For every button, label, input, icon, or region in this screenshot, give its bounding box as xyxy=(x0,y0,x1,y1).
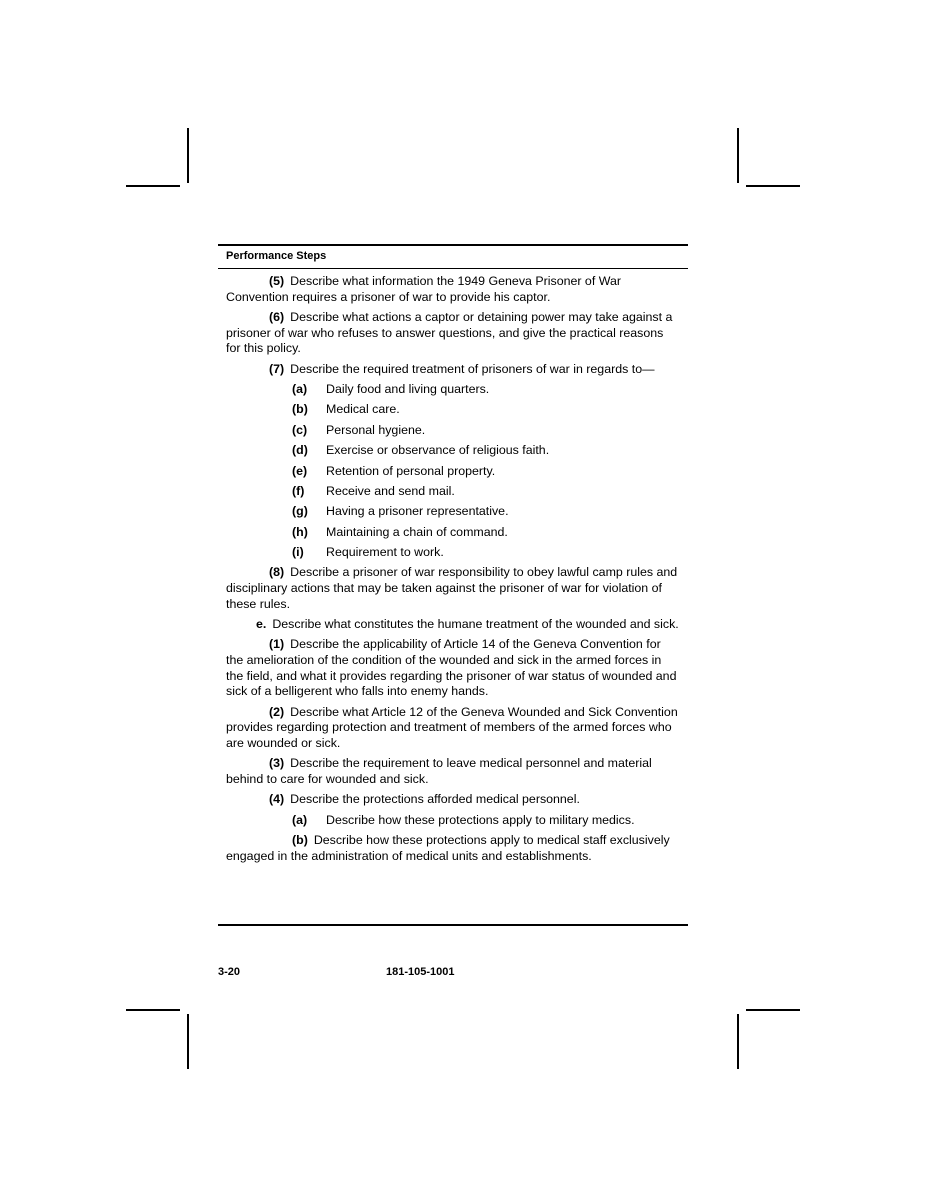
crop-mark-bottom-right-vertical xyxy=(737,1014,739,1069)
item-text: Daily food and living quarters. xyxy=(326,381,490,396)
step-paragraph xyxy=(226,362,681,378)
sub-item xyxy=(226,402,681,418)
item-text: Maintaining a chain of command. xyxy=(326,524,508,539)
item-label: (a) xyxy=(292,381,308,396)
item-text: Having a prisoner representative. xyxy=(326,504,509,519)
item-text: Exercise or observance of religious faith. xyxy=(326,443,550,458)
item-text: Describe what Article 12 of the Geneva Wounded and Sick Convention provides regarding protection and treatment of members of the armed forces who are wounded or sick. xyxy=(226,704,678,750)
section-title: Performance Steps xyxy=(226,250,327,262)
crop-mark-top-right-horizontal xyxy=(746,185,800,187)
performance-steps-content xyxy=(226,274,681,869)
step-paragraph xyxy=(226,705,681,752)
step-paragraph xyxy=(226,637,681,699)
header-bottom-rule xyxy=(218,268,688,269)
item-label: (a) xyxy=(292,812,308,827)
sub-item xyxy=(226,423,681,439)
item-label: (h) xyxy=(292,524,308,539)
header-top-rule xyxy=(218,244,688,246)
item-text: Describe the protections afforded medical personnel. xyxy=(290,792,580,807)
item-text: Describe how these protections apply to military medics. xyxy=(326,812,635,827)
item-text: Describe how these protections apply to medical staff exclusively engaged in the administration of medical units and establishments. xyxy=(226,832,670,863)
item-text: Retention of personal property. xyxy=(326,463,496,478)
item-text: Describe what actions a captor or detaining power may take against a prisoner of war who refuses to answer questions, and give the practical reasons for this policy. xyxy=(226,309,673,356)
document-id: 181-105-1001 xyxy=(386,966,455,978)
step-paragraph xyxy=(226,274,681,305)
sub-item xyxy=(226,525,681,541)
item-label: (7) xyxy=(269,361,285,376)
crop-mark-top-right-vertical xyxy=(737,128,739,183)
item-label: (g) xyxy=(292,504,308,519)
item-text: Describe the required treatment of prisoners of war in regards to— xyxy=(290,361,655,376)
sub-item xyxy=(226,443,681,459)
item-text: Describe the applicability of Article 14 of the Geneva Convention for the amelioration of the condition of the wounded and sick in the armed forces in the field, and what it provides regarding the prisoner of war status of wounded and sick of a belligerent who falls into enemy hands. xyxy=(226,637,677,699)
item-label: (e) xyxy=(292,463,308,478)
sub-item xyxy=(226,504,681,520)
sub-item xyxy=(226,464,681,480)
sub-item xyxy=(226,382,681,398)
item-label: (4) xyxy=(269,792,285,807)
item-label: (d) xyxy=(292,443,308,458)
step-paragraph xyxy=(226,617,681,633)
page-number: 3-20 xyxy=(218,966,241,978)
step-paragraph xyxy=(226,565,681,612)
crop-mark-bottom-left-horizontal xyxy=(126,1009,180,1011)
step-paragraph xyxy=(226,756,681,787)
crop-mark-top-left-vertical xyxy=(187,128,189,183)
item-text: Describe a prisoner of war responsibility to obey lawful camp rules and disciplinary actions that may be taken against the prisoner of war for violation of these rules. xyxy=(226,565,678,611)
item-label: (c) xyxy=(292,422,308,437)
item-label: (3) xyxy=(269,756,285,771)
crop-mark-top-left-horizontal xyxy=(126,185,180,187)
item-text: Describe what constitutes the humane treatment of the wounded and sick. xyxy=(272,617,679,632)
sub-item xyxy=(226,545,681,561)
sub-paragraph xyxy=(226,833,681,864)
crop-mark-bottom-left-vertical xyxy=(187,1014,189,1069)
item-label: (5) xyxy=(269,274,285,288)
item-label: (8) xyxy=(269,565,285,580)
item-label: (b) xyxy=(292,402,308,417)
step-paragraph xyxy=(226,310,681,357)
item-text: Requirement to work. xyxy=(326,545,444,560)
item-label: (6) xyxy=(269,309,285,324)
sub-item xyxy=(226,813,681,829)
item-label: (i) xyxy=(292,545,304,560)
item-text: Describe what information the 1949 Geneva Prisoner of War Convention requires a prisoner of war to provide his captor. xyxy=(226,274,621,304)
item-text: Receive and send mail. xyxy=(326,483,455,498)
step-paragraph xyxy=(226,792,681,808)
item-text: Medical care. xyxy=(326,402,400,417)
crop-mark-bottom-right-horizontal xyxy=(746,1009,800,1011)
item-label: (b) xyxy=(292,832,308,847)
content-bottom-rule xyxy=(218,924,688,926)
item-label: e. xyxy=(256,617,267,632)
item-text: Describe the requirement to leave medical personnel and material behind to care for wounded and sick. xyxy=(226,756,652,786)
item-label: (1) xyxy=(269,637,285,652)
item-label: (2) xyxy=(269,704,285,719)
sub-item xyxy=(226,484,681,500)
item-label: (f) xyxy=(292,483,305,498)
item-text: Personal hygiene. xyxy=(326,422,426,437)
